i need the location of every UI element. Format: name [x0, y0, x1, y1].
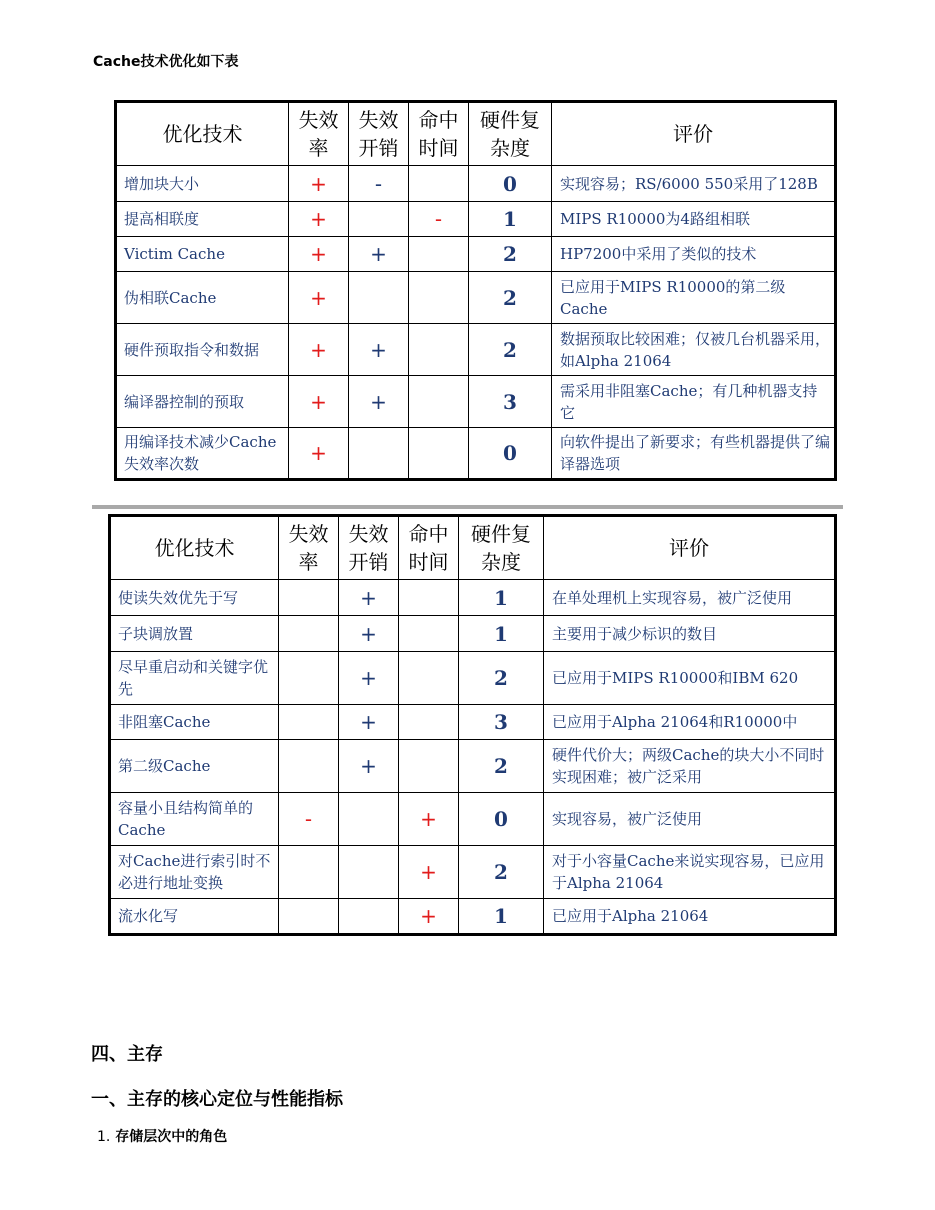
hit-time-cell: [399, 580, 459, 616]
miss-rate-cell: +: [289, 272, 349, 324]
table-row: [116, 428, 836, 480]
remark-cell: 主要用于减少标识的数目: [544, 616, 836, 652]
hit-time-cell: [409, 237, 469, 272]
table-row: [110, 793, 836, 846]
table-row: [116, 237, 836, 272]
list-item-number: 1.: [97, 1129, 111, 1145]
miss-penalty-cell: +: [339, 580, 399, 616]
hit-time-cell: [409, 324, 469, 376]
miss-penalty-cell: -: [349, 166, 409, 202]
table-caption: Cache技术优化如下表: [93, 54, 239, 70]
remark-cell: MIPS R10000为4路组相联: [552, 202, 836, 237]
hw-complexity-cell: 0: [469, 166, 552, 202]
table-row: [116, 272, 836, 324]
hit-time-cell: -: [409, 202, 469, 237]
hit-time-cell: +: [399, 846, 459, 899]
technique-cell: 对Cache进行索引时不必进行地址变换: [110, 846, 279, 899]
miss-penalty-cell: [339, 793, 399, 846]
miss-penalty-cell: +: [349, 376, 409, 428]
miss-rate-cell: +: [289, 237, 349, 272]
table-row: [110, 740, 836, 793]
hw-complexity-cell: 2: [469, 324, 552, 376]
hw-complexity-cell: 2: [459, 652, 544, 705]
remark-cell: 实现容易，被广泛使用: [544, 793, 836, 846]
miss-penalty-cell: +: [349, 237, 409, 272]
technique-cell: 非阻塞Cache: [110, 705, 279, 740]
miss-penalty-cell: +: [339, 705, 399, 740]
remark-cell: 向软件提出了新要求；有些机器提供了编译器选项: [552, 428, 836, 480]
miss-rate-cell: -: [279, 793, 339, 846]
miss-rate-cell: +: [289, 202, 349, 237]
technique-cell: 提高相联度: [116, 202, 289, 237]
remark-cell: 已应用于MIPS R10000的第二级Cache: [552, 272, 836, 324]
header-miss-penalty: 失效 开销: [339, 516, 399, 580]
header-hw-complexity: 硬件复 杂度: [459, 516, 544, 580]
hw-complexity-cell: 0: [459, 793, 544, 846]
header-remark: 评价: [552, 102, 836, 166]
list-item: [97, 1126, 227, 1146]
hw-complexity-cell: 1: [459, 580, 544, 616]
hit-time-cell: [399, 616, 459, 652]
header-remark: 评价: [544, 516, 836, 580]
miss-rate-cell: [279, 740, 339, 793]
miss-rate-cell: [279, 580, 339, 616]
remark-cell: 实现容易；RS/6000 550采用了128B: [552, 166, 836, 202]
hw-complexity-cell: 1: [469, 202, 552, 237]
table-row: [110, 616, 836, 652]
miss-rate-cell: [279, 705, 339, 740]
miss-penalty-cell: [349, 202, 409, 237]
technique-cell: 用编译技术减少Cache失效率次数: [116, 428, 289, 480]
miss-penalty-cell: [349, 428, 409, 480]
technique-cell: 第二级Cache: [110, 740, 279, 793]
table-row: [110, 705, 836, 740]
miss-penalty-cell: [349, 272, 409, 324]
remark-cell: HP7200中采用了类似的技术: [552, 237, 836, 272]
optimization-table-1: [114, 100, 837, 481]
miss-rate-cell: [279, 846, 339, 899]
table-row: [110, 899, 836, 935]
hit-time-cell: [399, 740, 459, 793]
technique-cell: 容量小且结构简单的Cache: [110, 793, 279, 846]
table-row: [110, 652, 836, 705]
header-row: [116, 102, 836, 166]
remark-cell: 需采用非阻塞Cache；有几种机器支持它: [552, 376, 836, 428]
hw-complexity-cell: 0: [469, 428, 552, 480]
miss-rate-cell: [279, 899, 339, 935]
hit-time-cell: [409, 166, 469, 202]
technique-cell: Victim Cache: [116, 237, 289, 272]
hit-time-cell: [409, 376, 469, 428]
table-row: [110, 580, 836, 616]
hw-complexity-cell: 3: [459, 705, 544, 740]
header-technique: 优化技术: [116, 102, 289, 166]
header-hit-time: 命中 时间: [409, 102, 469, 166]
hw-complexity-cell: 1: [459, 616, 544, 652]
header-hit-time: 命中 时间: [399, 516, 459, 580]
technique-cell: 增加块大小: [116, 166, 289, 202]
miss-rate-cell: +: [289, 376, 349, 428]
hit-time-cell: [409, 272, 469, 324]
subsection-heading: 一、主存的核心定位与性能指标: [91, 1089, 343, 1110]
table-row: [116, 324, 836, 376]
hw-complexity-cell: 3: [469, 376, 552, 428]
remark-cell: 对于小容量Cache来说实现容易，已应用于Alpha 21064: [544, 846, 836, 899]
remark-cell: 已应用于Alpha 21064和R10000中: [544, 705, 836, 740]
header-hw-complexity: 硬件复 杂度: [469, 102, 552, 166]
hw-complexity-cell: 2: [469, 272, 552, 324]
technique-cell: 子块调放置: [110, 616, 279, 652]
hit-time-cell: +: [399, 899, 459, 935]
miss-rate-cell: [279, 616, 339, 652]
remark-cell: 数据预取比较困难；仅被几台机器采用，如Alpha 21064: [552, 324, 836, 376]
hw-complexity-cell: 2: [459, 740, 544, 793]
table-row: [110, 846, 836, 899]
hit-time-cell: [409, 428, 469, 480]
miss-penalty-cell: +: [339, 616, 399, 652]
technique-cell: 使读失效优先于写: [110, 580, 279, 616]
table-row: [116, 376, 836, 428]
technique-cell: 编译器控制的预取: [116, 376, 289, 428]
table-row: [116, 166, 836, 202]
list-item-text: 存储层次中的角色: [115, 1129, 228, 1145]
technique-cell: 流水化写: [110, 899, 279, 935]
table-row: [116, 202, 836, 237]
header-technique: 优化技术: [110, 516, 279, 580]
header-miss-penalty: 失效 开销: [349, 102, 409, 166]
miss-rate-cell: +: [289, 428, 349, 480]
section-heading: 四、主存: [91, 1044, 163, 1065]
divider-line: [92, 505, 843, 509]
hw-complexity-cell: 2: [469, 237, 552, 272]
miss-penalty-cell: +: [339, 652, 399, 705]
header-miss-rate: 失效 率: [289, 102, 349, 166]
technique-cell: 尽早重启动和关键字优先: [110, 652, 279, 705]
miss-rate-cell: +: [289, 324, 349, 376]
hit-time-cell: [399, 652, 459, 705]
hit-time-cell: [399, 705, 459, 740]
miss-penalty-cell: +: [349, 324, 409, 376]
miss-penalty-cell: [339, 899, 399, 935]
miss-penalty-cell: [339, 846, 399, 899]
remark-cell: 已应用于MIPS R10000和IBM 620: [544, 652, 836, 705]
remark-cell: 已应用于Alpha 21064: [544, 899, 836, 935]
hit-time-cell: +: [399, 793, 459, 846]
remark-cell: 在单处理机上实现容易，被广泛使用: [544, 580, 836, 616]
remark-cell: 硬件代价大；两级Cache的块大小不同时实现困难；被广泛采用: [544, 740, 836, 793]
hw-complexity-cell: 2: [459, 846, 544, 899]
optimization-table-2: [108, 514, 837, 936]
technique-cell: 伪相联Cache: [116, 272, 289, 324]
technique-cell: 硬件预取指令和数据: [116, 324, 289, 376]
miss-rate-cell: +: [289, 166, 349, 202]
header-miss-rate: 失效 率: [279, 516, 339, 580]
hw-complexity-cell: 1: [459, 899, 544, 935]
miss-penalty-cell: +: [339, 740, 399, 793]
header-row: [110, 516, 836, 580]
miss-rate-cell: [279, 652, 339, 705]
